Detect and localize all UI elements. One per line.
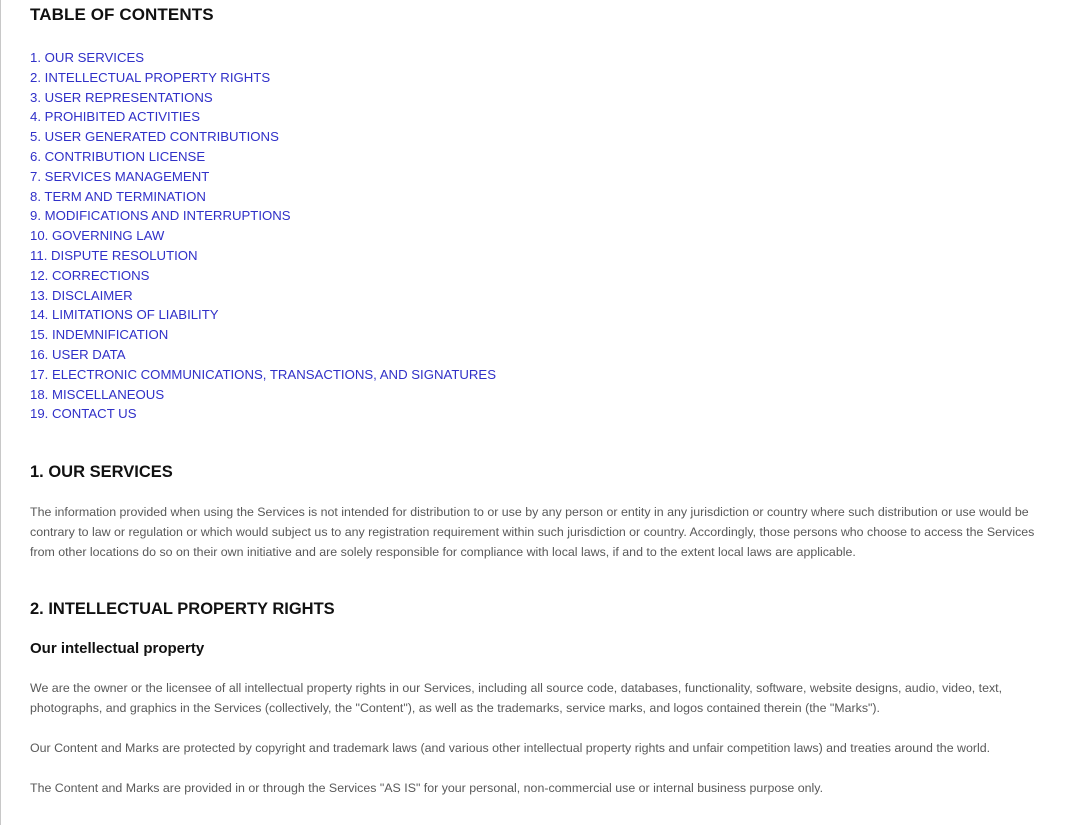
toc-item — [30, 325, 1042, 345]
toc-item — [30, 48, 1042, 68]
section-heading-our-services: 1. OUR SERVICES — [30, 463, 173, 482]
section-paragraph: Our Content and Marks are protected by copyright and trademark laws (and various other intellectual property rights and unfair competition laws) and treaties around the world. — [30, 741, 991, 756]
toc-link-user-representations[interactable]: 3. USER REPRESENTATIONS — [30, 89, 213, 105]
toc-item — [30, 107, 1042, 127]
section-paragraph: The Content and Marks are provided in or through the Services "AS IS" for your personal, non-commercial use or internal business purpose only. — [30, 781, 824, 796]
toc-link-user-data[interactable]: 16. USER DATA — [30, 346, 126, 362]
toc-item — [30, 127, 1042, 147]
toc-item — [30, 365, 1042, 385]
toc-item — [30, 305, 1042, 325]
toc-item — [30, 226, 1042, 246]
toc-link-term-and-termination[interactable]: 8. TERM AND TERMINATION — [30, 188, 206, 204]
section-heading-intellectual-property: 2. INTELLECTUAL PROPERTY RIGHTS — [30, 600, 335, 619]
toc-item — [30, 286, 1042, 306]
toc-link-services-management[interactable]: 7. SERVICES MANAGEMENT — [30, 168, 210, 184]
toc-link-contact-us[interactable]: 19. CONTACT US — [30, 406, 137, 422]
toc-link-our-services[interactable]: 1. OUR SERVICES — [30, 50, 145, 65]
toc-link-prohibited-activities[interactable]: 4. PROHIBITED ACTIVITIES — [30, 109, 201, 125]
toc-link-electronic-communications[interactable]: 17. ELECTRONIC COMMUNICATIONS, TRANSACTIONS, AND SIGNATURES — [30, 366, 497, 382]
toc-link-dispute-resolution[interactable]: 11. DISPUTE RESOLUTION — [30, 247, 198, 263]
section-paragraph: The information provided when using the Services is not intended for distribution to or use by any person or entity in any jurisdiction or country where such distribution or use would be contrary to law or regulation or which would subject us to any registration requirement within such jurisdiction or country. Accordingly, those persons who choose to access the Services from other locations do so on their own initiative and are solely responsible for compliance with local laws, if and to the extent local laws are applicable. — [30, 505, 1035, 560]
toc-link-user-generated-contributions[interactable]: 5. USER GENERATED CONTRIBUTIONS — [30, 129, 279, 145]
toc-item — [30, 147, 1042, 167]
toc-link-governing-law[interactable]: 10. GOVERNING LAW — [30, 228, 165, 244]
toc-item — [30, 404, 1042, 424]
toc-heading: TABLE OF CONTENTS — [30, 5, 214, 24]
toc-link-miscellaneous[interactable]: 18. MISCELLANEOUS — [30, 386, 165, 402]
toc-link-disclaimer[interactable]: 13. DISCLAIMER — [30, 287, 133, 303]
toc-list — [30, 48, 1042, 424]
toc-item — [30, 246, 1042, 266]
toc-item — [30, 266, 1042, 286]
toc-link-limitations-of-liability[interactable]: 14. LIMITATIONS OF LIABILITY — [30, 307, 219, 323]
section-paragraph: We are the owner or the licensee of all intellectual property rights in our Services, including all source code, databases, functionality, software, website designs, audio, video, text, photographs, and graphics in the Services (collectively, the "Content"), as well as the trademarks, service marks, and logos contained therein (the "Marks"). — [30, 681, 1003, 716]
toc-link-corrections[interactable]: 12. CORRECTIONS — [30, 267, 150, 283]
toc-item — [30, 206, 1042, 226]
toc-item — [30, 345, 1042, 365]
terms-document — [30, 0, 1042, 798]
toc-link-modifications-and-interruptions[interactable]: 9. MODIFICATIONS AND INTERRUPTIONS — [30, 208, 291, 224]
toc-item — [30, 167, 1042, 187]
toc-item — [30, 68, 1042, 88]
toc-item — [30, 187, 1042, 207]
toc-item — [30, 385, 1042, 405]
subsection-heading-our-intellectual-property: Our intellectual property — [30, 640, 205, 658]
page-left-border — [0, 0, 1, 825]
toc-link-indemnification[interactable]: 15. INDEMNIFICATION — [30, 327, 169, 343]
toc-link-contribution-license[interactable]: 6. CONTRIBUTION LICENSE — [30, 148, 206, 164]
toc-link-intellectual-property-rights[interactable]: 2. INTELLECTUAL PROPERTY RIGHTS — [30, 69, 271, 85]
toc-item — [30, 88, 1042, 108]
